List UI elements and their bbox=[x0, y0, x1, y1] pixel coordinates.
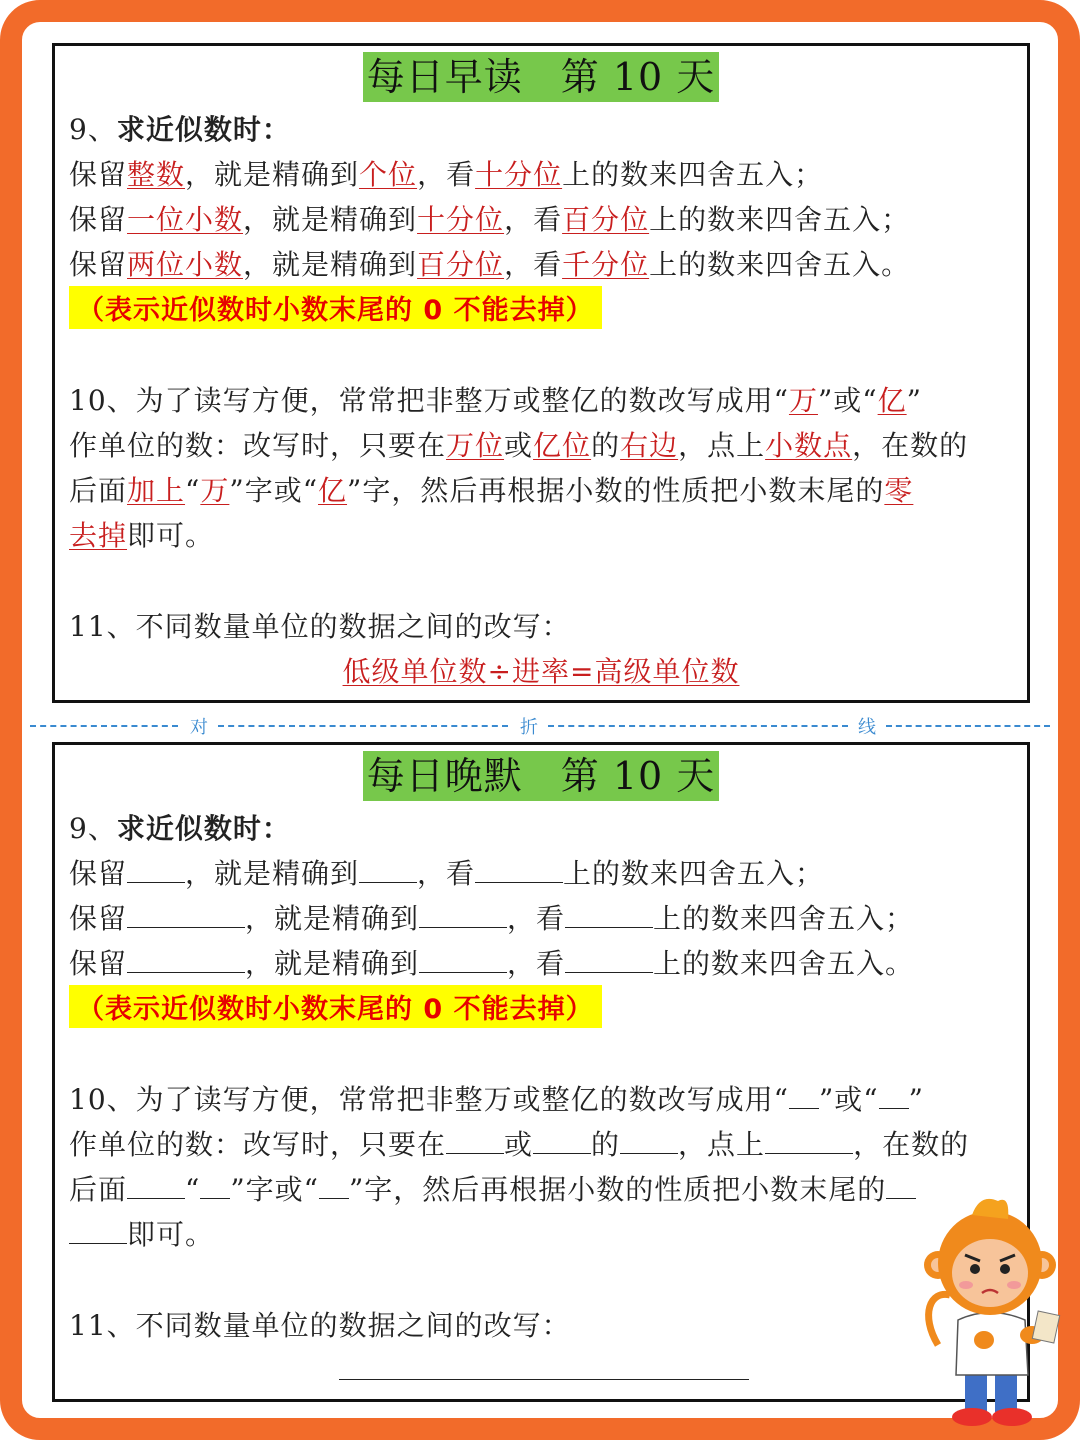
answer-blank[interactable] bbox=[127, 899, 245, 928]
fold-dash bbox=[30, 725, 178, 727]
morning-title: 每日早读 第 10 天 bbox=[363, 52, 720, 102]
morning-title-wrap bbox=[55, 52, 1027, 104]
evening-title-wrap bbox=[55, 751, 1027, 803]
monkey-mascot-icon bbox=[920, 1195, 1070, 1430]
q10-line-3: 后面 “ ”字或“ ”字，然后再根据小数的性质把小数末尾的 bbox=[69, 1168, 916, 1208]
q10-line-2: 作单位的数：改写时，只要在万位或亿位的右边，点上小数点，在数的 bbox=[69, 429, 969, 462]
evening-panel bbox=[52, 742, 1030, 1402]
note-line bbox=[69, 985, 602, 1028]
formula-blank[interactable] bbox=[339, 1379, 749, 1380]
answer-blank[interactable] bbox=[565, 944, 653, 973]
q10-line-1: 10、为了读写方便，常常把非整万或整亿的数改写成用“万”或“亿” bbox=[69, 384, 922, 417]
q11-heading: 11、不同数量单位的数据之间的改写： bbox=[69, 1309, 571, 1342]
fold-dash bbox=[218, 725, 508, 727]
answer-blank[interactable] bbox=[475, 854, 563, 883]
fold-label-2: 折 bbox=[520, 717, 538, 738]
note-line bbox=[69, 286, 602, 329]
q9-heading: 9、求近似数时： bbox=[69, 812, 291, 845]
answer-blank[interactable] bbox=[319, 1170, 349, 1199]
answer-blank[interactable] bbox=[620, 1125, 678, 1154]
q9-row-3: 保留两位小数，就是精确到百分位，看千分位上的数来四舍五入。 bbox=[69, 248, 911, 281]
fold-dash bbox=[886, 725, 1050, 727]
answer-blank[interactable] bbox=[419, 899, 507, 928]
q10-line-1: 10、为了读写方便，常常把非整万或整亿的数改写成用“ ”或“ ” bbox=[69, 1078, 924, 1118]
evening-title: 每日晚默 第 10 天 bbox=[363, 751, 720, 801]
answer-blank[interactable] bbox=[127, 854, 185, 883]
q9-heading: 9、求近似数时： bbox=[69, 113, 291, 146]
answer-blank[interactable] bbox=[127, 944, 245, 973]
answer-blank[interactable] bbox=[565, 899, 653, 928]
q9-row-2: 保留一位小数，就是精确到十分位，看百分位上的数来四舍五入； bbox=[69, 203, 911, 236]
answer-blank[interactable] bbox=[69, 1215, 127, 1244]
answer-blank[interactable] bbox=[533, 1125, 591, 1154]
fold-label-1: 对 bbox=[190, 717, 208, 738]
answer-blank[interactable] bbox=[200, 1170, 230, 1199]
answer-blank[interactable] bbox=[789, 1080, 819, 1109]
q11-formula: 低级单位数÷进率=高级单位数 bbox=[342, 655, 740, 688]
answer-blank[interactable] bbox=[765, 1125, 853, 1154]
q9-row-3: 保留 ，就是精确到 ，看 上的数来四舍五入。 bbox=[69, 942, 914, 982]
note-highlight: （表示近似数时小数末尾的 0 不能去掉） bbox=[69, 985, 602, 1028]
fold-label-3: 线 bbox=[858, 717, 876, 738]
fold-line bbox=[30, 716, 1050, 736]
q9-row-1: 保留 ，就是精确到 ，看 上的数来四舍五入； bbox=[69, 852, 824, 892]
q9-row-1: 保留整数，就是精确到个位，看十分位上的数来四舍五入； bbox=[69, 158, 824, 191]
q10-line-2: 作单位的数：改写时，只要在 或 的 ，点上 ，在数的 bbox=[69, 1123, 969, 1163]
answer-blank[interactable] bbox=[886, 1170, 916, 1199]
fold-dash bbox=[548, 725, 848, 727]
answer-blank[interactable] bbox=[879, 1080, 909, 1109]
q9-row-2: 保留 ，就是精确到 ，看 上的数来四舍五入； bbox=[69, 897, 914, 937]
note-highlight: （表示近似数时小数末尾的 0 不能去掉） bbox=[69, 286, 602, 329]
answer-blank[interactable] bbox=[419, 944, 507, 973]
q10-line-3: 后面加上“万”字或“亿”字，然后再根据小数的性质把小数末尾的零 bbox=[69, 474, 914, 507]
q10-line-4: 即可。 bbox=[69, 1213, 214, 1253]
answer-blank[interactable] bbox=[127, 1170, 185, 1199]
answer-blank[interactable] bbox=[446, 1125, 504, 1154]
answer-blank[interactable] bbox=[359, 854, 417, 883]
morning-panel bbox=[52, 43, 1030, 703]
q10-line-4: 去掉即可。 bbox=[69, 519, 215, 552]
q11-heading: 11、不同数量单位的数据之间的改写： bbox=[69, 610, 571, 643]
